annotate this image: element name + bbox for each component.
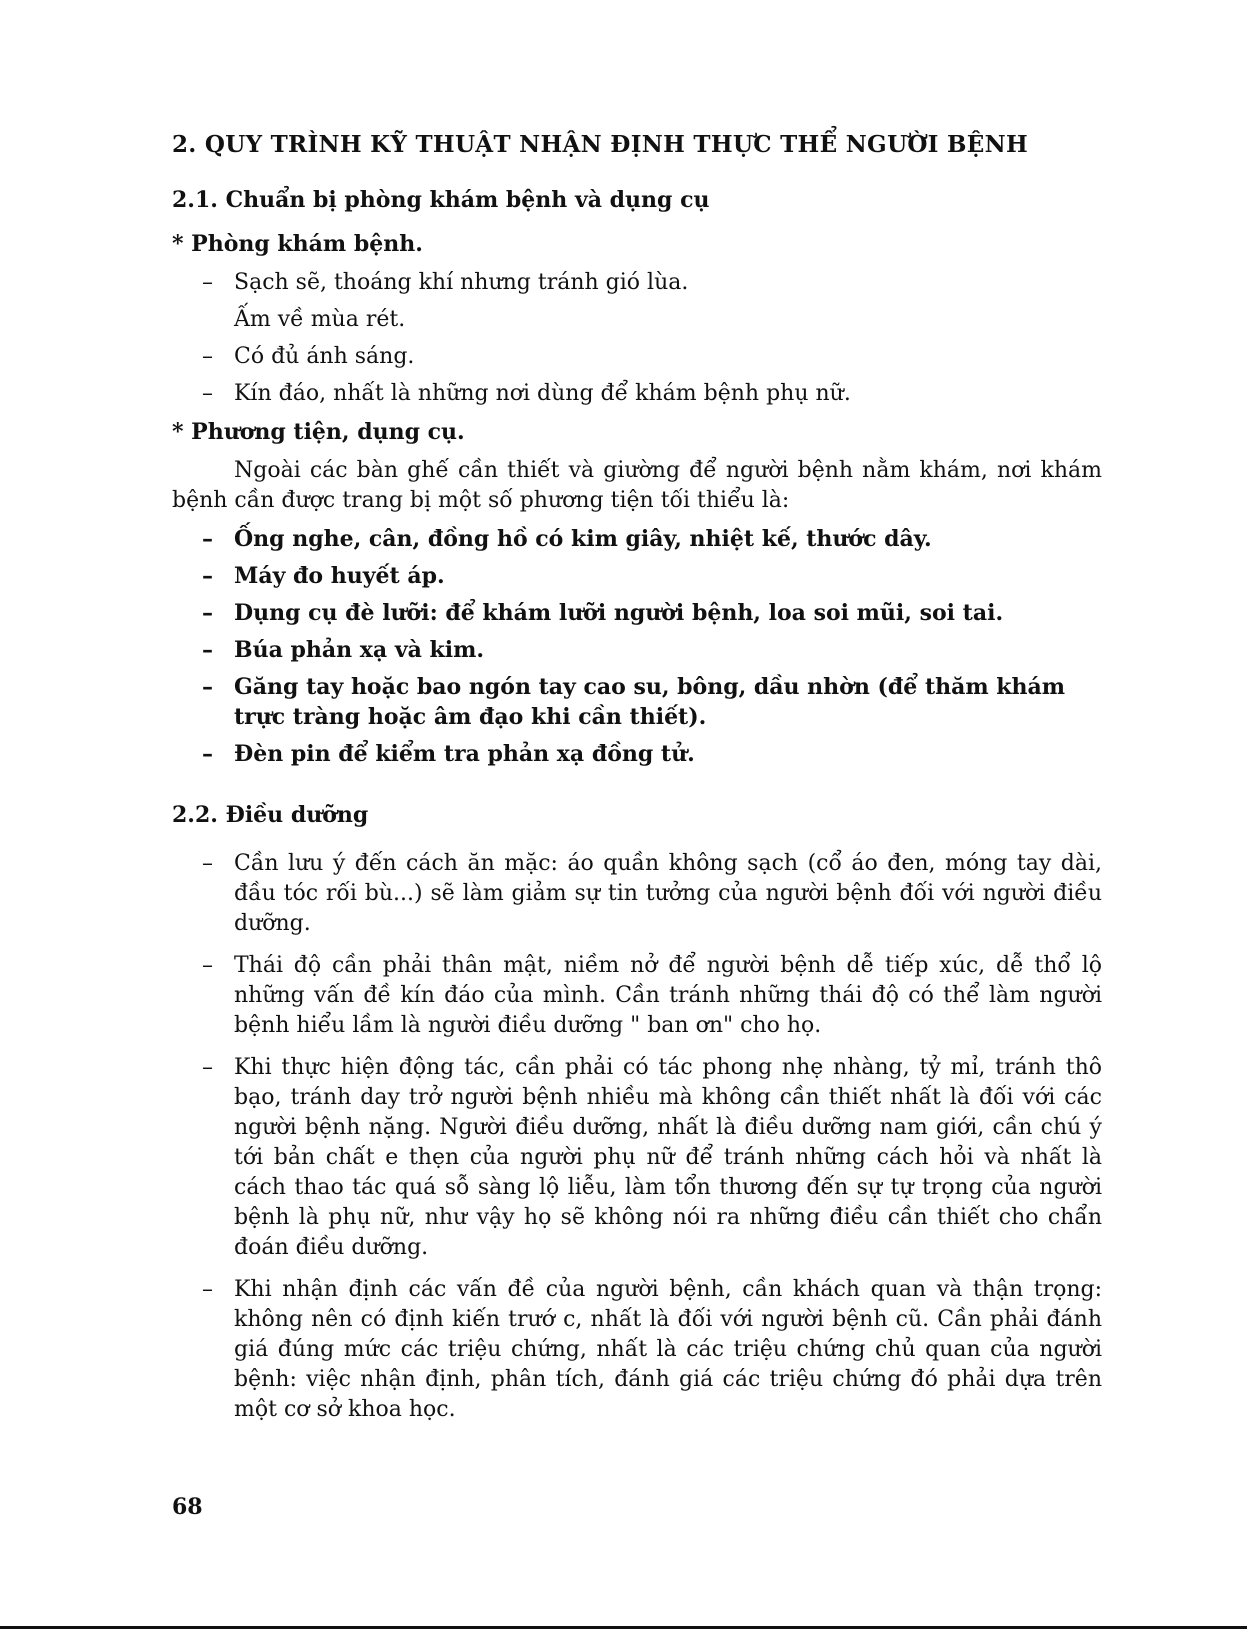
list-item: – Cần lưu ý đến cách ăn mặc: áo quần không sạch (cổ áo đen, móng tay dài, đầu tóc rối bù...) sẽ làm giảm sự tin tưởng của người bệnh đối với người điều dưỡng.: [202, 851, 1102, 936]
list-item: – Sạch sẽ, thoáng khí nhưng tránh gió lùa.: [172, 268, 1102, 298]
dash-marker: –: [202, 637, 213, 663]
dash-marker: –: [202, 1055, 213, 1080]
list-item: – Khi thực hiện động tác, cần phải có tác phong nhẹ nhàng, tỷ mỉ, tránh thô bạo, tránh day trở người bệnh nhiều mà không cần thiết nhất là đối với các người bệnh nặng. Người điều dưỡng, nhất là điều dưỡng nam giới, cần chú ý tới bản chất e thẹn của người phụ nữ để tránh những cách hỏi và nhất là cách thao tác quá sỗ sàng lộ liễu, làm tổn thương đến sự tự trọng của người bệnh là phụ nữ, như vậy họ sẽ không nói ra những điều cần thiết cho chẩn đoán điều dưỡng.: [202, 1055, 1102, 1260]
section-2-title: 2.2. Điều dưỡng: [172, 802, 369, 828]
dash-marker: –: [202, 526, 213, 552]
section-1-title: 2.1. Chuẩn bị phòng khám bệnh và dụng cụ: [172, 187, 710, 213]
list-item: Ấm về mùa rét.: [234, 307, 406, 332]
dash-marker: –: [202, 1277, 213, 1302]
dash-marker: –: [202, 851, 213, 876]
list-item: – Thái độ cần phải thân mật, niềm nở để người bệnh dễ tiếp xúc, dễ thổ lộ những vấn đề kín đáo của mình. Cần tránh những thái độ có thể làm người bệnh hiểu lầm là người điều dưỡng " ban ơn" cho họ.: [202, 953, 1102, 1038]
list-item: – Có đủ ánh sáng.: [172, 342, 1102, 372]
dash-marker: –: [202, 563, 213, 589]
room-subheading: * Phòng khám bệnh.: [172, 231, 423, 257]
dash-marker: –: [202, 600, 213, 626]
bottom-border-line: [0, 1626, 1247, 1629]
dash-marker: –: [202, 381, 213, 406]
list-item: – Ống nghe, cân, đồng hồ có kim giây, nhiệt kế, thước dây.: [202, 526, 932, 552]
dash-marker: –: [202, 674, 213, 700]
tools-subheading: * Phương tiện, dụng cụ.: [172, 419, 465, 445]
tools-intro-paragraph: Ngoài các bàn ghế cần thiết và giường để người bệnh nằm khám, nơi khám bệnh cần được trang bị một số phương tiện tối thiểu là:: [172, 458, 1102, 513]
list-item: – Kín đáo, nhất là những nơi dùng để khám bệnh phụ nữ.: [172, 379, 1102, 409]
list-item: – Máy đo huyết áp.: [202, 563, 445, 589]
dash-marker: –: [202, 741, 213, 767]
dash-marker: –: [202, 270, 213, 295]
list-item: – Búa phản xạ và kim.: [202, 637, 485, 663]
page-content: [172, 128, 1102, 1437]
list-item: – Dụng cụ đè lưỡi: để khám lưỡi người bệnh, loa soi mũi, soi tai.: [202, 600, 1004, 626]
page-number: 68: [172, 1494, 203, 1520]
dash-marker: –: [202, 953, 213, 978]
dash-marker: –: [202, 344, 213, 369]
list-item: – Găng tay hoặc bao ngón tay cao su, bông, dầu nhờn (để thăm khám trực tràng hoặc âm đạo khi cần thiết).: [202, 674, 1066, 730]
list-item: – Khi nhận định các vấn đề của người bệnh, cần khách quan và thận trọng: không nên có định kiến trướ c, nhất là đối với người bệnh cũ. Cần phải đánh giá đúng mức các triệu chứng, nhất là các triệu chứng chủ quan của người bệnh: việc nhận định, phân tích, đánh giá các triệu chứng đó phải dựa trên một cơ sở khoa học.: [202, 1277, 1102, 1422]
main-heading: 2. QUY TRÌNH KỸ THUẬT NHẬN ĐỊNH THỰC THỂ NGƯỜI BỆNH: [172, 131, 1028, 158]
list-item: – Đèn pin để kiểm tra phản xạ đồng tử.: [202, 741, 695, 767]
